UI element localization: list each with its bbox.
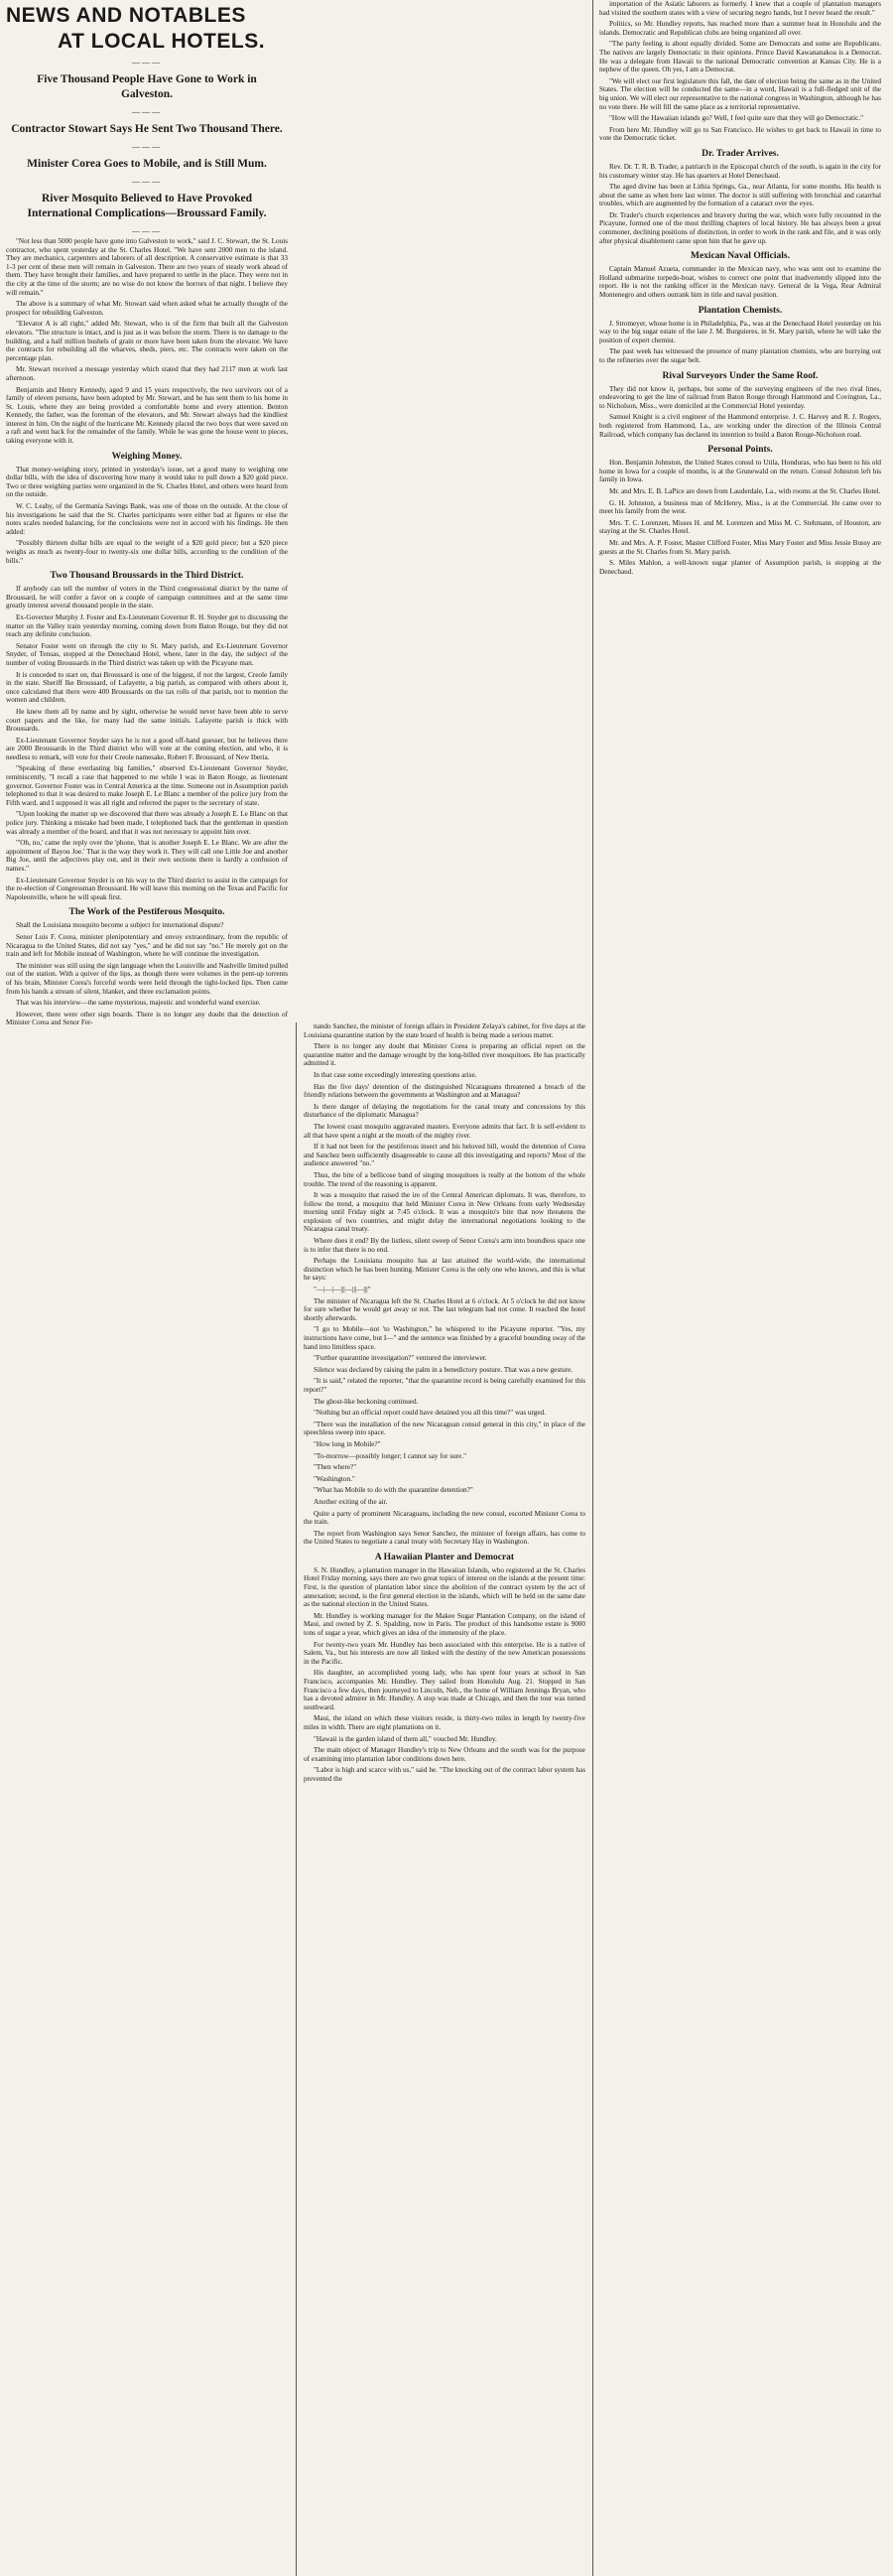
article-body <box>599 0 881 143</box>
paragraph: "How will the Hawaiian islands go? Well, I feel quite sure that they will go Democratic." <box>609 114 864 123</box>
article-body <box>599 265 881 299</box>
section-heading: Plantation Chemists. <box>698 305 783 316</box>
paragraph: The above is a summary of what Mr. Stowart said when asked what he actually thought of the prospect for rebuilding Galveston. <box>6 300 288 317</box>
paragraph: However, there were other sign boards. There is no longer any doubt that the detection of Minister Corea and Senor Fer- <box>6 1010 288 1027</box>
paragraph: Another exiting of the air. <box>314 1497 388 1506</box>
paragraph: Has the five days' detention of the distinguished Nicaraguans threatened a breach of the friendly relations between the governments at Washington and at Managua? <box>304 1082 585 1100</box>
paragraph: That money-weighing story, printed in yesterday's issue, set a good many to weighing one dollar bills, with the idea of discovering how many it would take to pull down a $20 gold piece. Two or three weighing parties were organized in the St. Charles Hotel, and others were heard from on the outside. <box>6 465 288 499</box>
paragraph: "Further quarantine investigation?" ventured the interviewer. <box>314 1354 487 1363</box>
paragraph: They did not know it, perhaps, but some of the surveying engineers of the two rival lines, endeavoring to get the line of railroad from Baton Rouge through Hammond and Covington, La., to Nicholson, Miss., were domiciled at the Commercial Hotel yesterday. <box>599 384 881 410</box>
paragraph: The aged divine has been at Lithia Springs, Ga., near Atlanta, for some months. His health is about the same as when here last winter. The doctor is still suffering with bronchial and catarrhal troubles, which are augmented by the formation of a cataract over the eyes. <box>599 183 881 208</box>
paragraph: importation of the Asiatic laborers as formerly. I knew that a couple of plantation managers had visited the southern states with a view of securing negro hands, but I never heard the result." <box>599 0 881 17</box>
paragraph: If anybody can tell the number of voters in the Third congressional district by the name of Broussard, he will confer a favor on a couple of campaign committees and at the same time greatly interest several thousand people in the state. <box>6 585 288 610</box>
paragraph: "The party feeling is about equally divided. Some are Democrats and some are Republicans. The natives are largely Democratic in their opinions. Prince David Kawananakoa is a Democrat. He was a delegate from Hawaii to the national Democratic convention at Kansas City. He is a nephew of the queen. Oh yes, I am a Democrat. <box>599 40 881 74</box>
paragraph: There is no longer any doubt that Minister Corea is preparing an official report on the quarantine matter and the damage wrought by the long-billed river mosquitoes. He has practically admitted it. <box>304 1042 585 1068</box>
paragraph: That was his interview—the same mysterious, majestic and wonderful wand exercise. <box>16 999 261 1008</box>
article-body <box>599 459 881 576</box>
paragraph: J. Stromeyer, whose home is in Philadelphia, Pa., was at the Denechaud Hotel yesterday on his way to the big sugar estate of the late J. M. Burguieres, in St. Mary parish, where he will take the position of expert chemist. <box>599 319 881 344</box>
paragraph: "We will elect our first legislature this fall, the date of election being the same as in the United States. The election will be conducted the same—in a word, Hawaii is a full-fledged unit of the big union. We will elect our representative to the national congress in Washington, although he has no vote there. He will fill the same place as a territorial representative. <box>599 76 881 111</box>
paragraph: Captain Manuel Azueta, commander in the Mexican navy, who was sent out to examine the Holland submarine torpedo-boat, wishes to correct one point that inadvertently slipped into the report. He is not the ranking officer in the Mexican navy. General de la Vega, Rear Admiral Montenegro and others outrank him in title and naval position. <box>599 265 881 300</box>
paragraph: In that case some exceedingly interesting questions arise. <box>314 1070 477 1079</box>
deck-headline: Minister Corea Goes to Mobile, and is Still Mum. <box>27 158 267 170</box>
divider: ——— <box>132 142 162 151</box>
paragraph: "What has Mobile to do with the quarantine detention?" <box>314 1486 473 1495</box>
article-body <box>599 163 881 245</box>
section-heading: Personal Points. <box>707 445 773 456</box>
paragraph: G. H. Johnston, a business man of McHenry, Miss., is at the Commercial. He came over to meet his family from the west. <box>599 498 881 516</box>
article-body <box>6 466 288 566</box>
article-body <box>599 385 881 440</box>
divider: ——— <box>132 58 162 67</box>
paragraph: His daughter, an accomplished young lady, who has spent four years at school in San Francisco, accompanies Mr. Hundley. They sailed from Honolulu Aug. 21. Stopped in San Francisco a few days, then journeyed to Lincoln, Neb., the home of William Jennings Bryan, who has a devoted admirer in Mr. Hundley. A stop was made at Chicago, and then the tour was turned southward. <box>304 1669 585 1711</box>
deck-headline: Contractor Stowart Says He Sent Two Thousand There. <box>11 123 283 135</box>
paragraph: Ex-Governor Murphy J. Foster and Ex-Lieutenant Governor R. H. Snyder got to discussing the matter on the Valley train yesterday morning, coming down from Baton Rouge, but they did not reach any definite conclusion. <box>6 612 288 639</box>
divider: ——— <box>132 226 162 235</box>
column-right <box>599 0 881 2576</box>
paragraph: "'Oh, no,' came the reply over the 'phone, 'that is another Joseph E. Le Blanc. We are after the appointment of Bayou Joe.' That is the way they work it. They will call one Little Joe and another Big Joe, until the adjectives play out, and in their own sections there is hardly a confusion of names." <box>6 839 288 873</box>
paragraph: "How long in Mobile?" <box>314 1439 381 1448</box>
paragraph: Thus, the bite of a bellicose band of singing mosquitoes is really at the bottom of the whole trouble. The trend of the reasoning is apparent. <box>304 1170 585 1188</box>
paragraph: The report from Washington says Senor Sanchez, the minister of foreign affairs, has come to the United States to negotiate a canal treaty with Secretary Hay in Washington. <box>304 1529 585 1547</box>
column-rule <box>592 0 593 2576</box>
masthead-line-2: AT LOCAL HOTELS. <box>58 30 266 53</box>
section-heading: A Hawaiian Planter and Democrat <box>374 1552 515 1562</box>
column-middle <box>304 1022 585 2576</box>
paragraph: "It is said," related the reporter, "that the quarantine record is being carefully examined for this report?" <box>304 1377 585 1394</box>
paragraph: It is conceded to start on, that Broussard is one of the biggest, if not the largest, Creole family in the state. Sheriff Ike Broussard, of Lafayette, a big parish, as compared with others about it, once calculated that there were 400 Broussards on the tax rolls of that parish, not to mention the women and children. <box>6 670 288 705</box>
paragraph: Shall the Louisiana mosquito become a subject for international dispute? <box>16 921 224 930</box>
paragraph: Ex-Lieutenant Governor Snyder says he is not a good off-hand guesser, but he believes there are 2000 Broussards in the Third district who will vote at the coming election, and who, it is needless to remark, will vote for their Creole namesake, Robert F. Broussard, of New Iberia. <box>6 736 288 761</box>
article-body <box>6 585 288 901</box>
paragraph: For twenty-two years Mr. Hundley has been associated with this enterprise. He is a native of Salem, Va., but his interests are now all linked with the destiny of the new American possessions in the Pacific. <box>304 1640 585 1666</box>
paragraph: From here Mr. Hundley will go to San Francisco. He wishes to get back to Hawaii in time to vote the Democratic ticket. <box>599 125 881 143</box>
paragraph: Dr. Trader's church experiences and bravery during the war, which were fully recounted in the Picayune, formed one of the most thrilling chapters of local history. He has always been a great commoner, declining positions of distinction, in order to work in the rank and file, and it was only after physical disablement came upon him that he gave up. <box>599 210 881 245</box>
paragraph: He knew them all by name and by sight, otherwise he would never have been able to serve court papers and the like, for many had the same initials. Lafayette parish is thick with Broussards. <box>6 707 288 734</box>
paragraph: Quite a party of prominent Nicaraguans, including the new consul, escorted Minister Corea to the train. <box>304 1509 585 1527</box>
article-body <box>599 320 881 365</box>
section-heading: Weighing Money. <box>111 451 183 462</box>
divider: ——— <box>132 177 162 186</box>
masthead <box>6 3 288 55</box>
paragraph: The minister was still using the sign language when the Louisville and Nashville limited pulled out of the station. With a quiver of the lips, as though there were volumes in the pent-up torrents of his brain, Minister Corea's forceful words were held through the tight-locked lips. Then came from his hands a stream of silent, blanket, and three exclamation points. <box>6 961 288 996</box>
deck-headline: Five Thousand People Have Gone to Work in Galveston. <box>37 73 257 100</box>
paragraph: "Not less than 5000 people have gone into Galveston to work," said J. C. Stewart, the St. Louis contractor, who spent yesterday at the St. Charles Hotel. "We have sent 2000 men to the island. They are mechanics, carpenters and laborers of all description. A conservative estimate is that 33 1-3 per cent of these men will remain in Galveston. There are two years of steady work ahead of them. They have brought their families, and have prepared to settle in the place. They were not in the city at the time of the storm; are no wise do not know the horrors of that night. I believe they will remain." <box>6 237 288 297</box>
paragraph: Mrs. T. C. Lorenzen, Misses H. and M. Lorenzen and Miss M. C. Stehmann, of Houston, are staying at the St. Charles Hotel. <box>599 518 881 536</box>
section-heading: Dr. Trader Arrives. <box>702 148 779 159</box>
paragraph: The past week has witnessed the presence of many plantation chemists, who are hurrying out to the refineries over the sugar belt. <box>599 347 881 364</box>
column-rule <box>296 1022 297 2576</box>
paragraph: "—|—|—|||—|||—|||" <box>314 1286 371 1294</box>
paragraph: Perhaps the Louisiana mosquito has at last attained the world-wide, the international distinction which he has been hunting. Minister Corea is the only one who knows, and this is what he says: <box>304 1257 585 1283</box>
paragraph: "Elevator A is all right," added Mr. Stewart, who is of the firm that built all the Galveston elevators. "The structure is intact, and is just as it was before the storm. There is no damage to the building, and a half million bushels of grain or more have been taken from the elevator. We have the contracts for rebuilding all the wharves, sheds, piers, etc. The contracts were taken on the percentage plan. <box>6 320 288 362</box>
paragraph: The lowest coast mosquito aggravated masters. Everyone admits that fact. It is self-evident to all that have spent a night at the mouth of the mighty river. <box>304 1122 585 1140</box>
paragraph: If it had not been for the pestiferous insect and his beloved bill, would the detention of Corea and Sanchez been sufficiently disagreeable to cause all this investigating and reports? Most of the audience answered "no." <box>304 1143 585 1168</box>
paragraph: Samuel Knight is a civil engineer of the Hammond enterprise. J. C. Harvey and R. J. Rogers, both registered from Hammond, La., are working under the direction of the Illinois Central Railroad, which company has declared its intention to build a Baton Rouge-Nicholson road. <box>599 413 881 439</box>
paragraph: "I go to Mobile—not 'to Washington," he whispered to the Picayune reporter. "Yes, my instructions have come, but I—" and the sentence was finished by a graceful bounding sway of the hand into limitless space. <box>304 1325 585 1351</box>
paragraph: The ghost-like beckoning continued. <box>314 1397 419 1406</box>
paragraph: Rev. Dr. T. R. B. Trader, a patriarch in the Episcopal church of the south, is again in the city for his customary winter stay. He has quarters at Hotel Denechaud. <box>599 162 881 180</box>
paragraph: Where does it end? By the listless, silent sweep of Senor Corea's arm into boundless space one is to infer that there is no end. <box>304 1237 585 1254</box>
paragraph: Hon. Benjamin Johnston, the United States consul to Utila, Honduras, who has been to his old home in Iowa for a couple of months, is at the Grunewald on the return. Consul Johnston left his family in Iowa. <box>599 459 881 484</box>
section-heading: Two Thousand Broussards in the Third District. <box>50 571 244 582</box>
paragraph: "Possibly thirteen dollar bills are equal to the weight of a $20 gold piece; but a $20 piece weighs as much as twenty-four to twenty-six one dollar bills, according to the condition of the bills." <box>6 539 288 565</box>
paragraph: "Nothing but an official report could have detained you all this time?" was urged. <box>314 1409 546 1418</box>
divider: ——— <box>132 107 162 116</box>
paragraph: Politics, so Mr. Hundley reports, has reached more than a summer heat in Honolulu and the islands. Democratic and Republican clubs are being organized all over. <box>599 20 881 37</box>
paragraph: The minister of Nicaragua left the St. Charles Hotel at 6 o'clock. At 5 o'clock he did not know for sure whether he would get away or not. The last telegram had not come. It reached the hotel shortly afterwards. <box>304 1296 585 1322</box>
paragraph: "There was the installation of the new Nicaraguan consul general in this city," in place of the speechless sweep into space. <box>304 1420 585 1437</box>
masthead-line-1: NEWS AND NOTABLES <box>6 4 246 27</box>
section-heading: The Work of the Pestiferous Mosquito. <box>68 907 225 918</box>
article-body <box>304 1566 585 1784</box>
paragraph: It was a mosquito that raised the ire of the Central American diplomats. It was, therefore, to follow the trend, a mosquito that held Minister Corea in New Orleans from early Wednesday morning until Friday night at 7:45 o'clock. It was a mosquito's bite that now threatens the explosion of two countries, and might delay the international negotiations looking to the Nicaragua canal treaty. <box>304 1191 585 1234</box>
paragraph: S. N. Hundley, a plantation manager in the Hawaiian Islands, who registered at the St. Charles Hotel Friday morning, says there are two great topics of interest on the islands at the present time: First, is the question of plantation labor since the abolition of the contract system by the act of annexation; second, is the first general election in the islands, which will be held on the same date as the national election in the United States. <box>304 1565 585 1609</box>
paragraph: "To-morrow—possibly longer; I cannot say for sure." <box>314 1451 467 1460</box>
paragraph: Benjamin and Henry Kennedy, aged 9 and 15 years respectively, the two survivors out of a family of eleven persons, have been adopted by Mr. Stewart, and he has sent them to his home in St. Louis, where they are being provided a comfortable home and every attention. Benton Kennedy, the father, was the foreman of the elevators, and Mr. Stewart always had the kindliest interest in him. On the night of the hurricane Mr. Kennedy placed the two boys that were saved on a raft and went back for the remainder of the family. While he was gone the house went to pieces, taking everyone with it. <box>6 385 288 446</box>
paragraph: Is there danger of delaying the negotiations for the canal treaty and concessions by this disturbance of the diplomatic Managua? <box>304 1102 585 1120</box>
column-left <box>6 0 288 2576</box>
paragraph: Senator Foster went on through the city to St. Mary parish, and Ex-Lieutenant Governor Snyder, of Tensas, stopped at the Denechaud Hotel, where, later in the day, the subject of the number of voting Broussards in the Third district was taken up with the Picayune man. <box>6 641 288 667</box>
paragraph: Ex-Lieutenant Governor Snyder is on his way to the Third district to assist in the campaign for the re-election of Congressman Broussard. He will leave this morning on the Texas and Pacific for Napoleonville, where he will speak first. <box>6 876 288 901</box>
section-heading: Rival Surveyors Under the Same Roof. <box>662 370 819 381</box>
paragraph: S. Miles Mahlon, a well-known sugar planter of Assumption parish, is stopping at the Denechaud. <box>599 559 881 576</box>
paragraph: Mr. Stewart received a message yesterday which stated that they had 2117 men at work last afternoon. <box>6 365 288 382</box>
paragraph: Maui, the island on which these visitors reside, is thirty-two miles in length by twenty-five miles in width. There are eight plantations on it. <box>304 1714 585 1731</box>
paragraph: "Washington." <box>314 1474 355 1483</box>
paragraph: Mr. Hundley is working manager for the Makee Sugar Plantation Company, on the island of Maui, and owned by Z. S. Spalding, now in Paris. The product of this handsome estate is 9000 tons of sugar a year, which gives an idea of the immensity of the place. <box>304 1611 585 1638</box>
paragraph: Silence was declared by raising the palm in a benedictory posture. That was a new gesture. <box>314 1365 574 1374</box>
section-heading: Mexican Naval Officials. <box>691 251 790 262</box>
paragraph: Mr. and Mrs. A. P. Foster, Master Clifford Foster, Miss Mary Foster and Miss Jessie Bussy are guests at the St. Charles from St. Mary parish. <box>599 538 881 556</box>
paragraph: "Hawaii is the garden island of them all," vouched Mr. Hundley. <box>314 1734 497 1743</box>
article-body <box>304 1022 585 1547</box>
paragraph: "Speaking of these everlasting big families," observed Ex-Lieutenant Governor Snyder, reminiscently, "I recall a case that happened to me while I was in Baton Rouge, as lieutenant governor. Governor Foster was in Central America at the time. Someone out in Assumption parish telephoned to that it was desired to make Joseph E. Le Blanc a member of the police jury from the Fifth ward, and I supposed it was all right and referred the paper to the secretary of state. <box>6 764 288 807</box>
paragraph: "Labor is high and scarce with us," said he. "The knocking out of the contract labor system has prevented the <box>304 1766 585 1783</box>
paragraph: nando Sanchez, the minister of foreign affairs in President Zelaya's cabinet, for five days at the Louisiana quarantine station by the state board of health is being made a serious matter. <box>304 1022 585 1039</box>
article-body <box>6 237 288 446</box>
paragraph: Mr. and Mrs. E. B. LaPice are down from Lauderdale, La., with rooms at the St. Charles Hotel. <box>609 486 881 495</box>
article-body <box>6 921 288 1027</box>
paragraph: "Then where?" <box>314 1463 357 1472</box>
paragraph: The main object of Manager Hundley's trip to New Orleans and the south was for the purpose of examining into plantation labor conditions down here. <box>304 1746 585 1763</box>
paragraph: "Upon looking the matter up we discovered that there was already a Joseph E. Le Blanc on that police jury. Thinking a mistake had been made, I telephoned back that the gentleman in question was already a member of the board, and that it was not necessary to appoint him over. <box>6 810 288 836</box>
paragraph: Senor Luis F. Corea, minister plenipotentiary and envoy extraordinary, from the republic of Nicaragua to the United States, did not say "yes," and he did not say "no." He merely got on the train and left for Mobile instead of Washington, where he will continue the investigation. <box>6 932 288 959</box>
paragraph: W. C. Leahy, of the Germania Savings Bank, was one of those on the outside. At the close of his investigations he said that the St. Charles participants were either bad at figures or else the notes scales needed balancing, for the conclusions were not in accord with his findings. He then added: <box>6 502 288 536</box>
deck-headline: River Mosquito Believed to Have Provoked International Complications—Broussard Family. <box>27 193 267 219</box>
